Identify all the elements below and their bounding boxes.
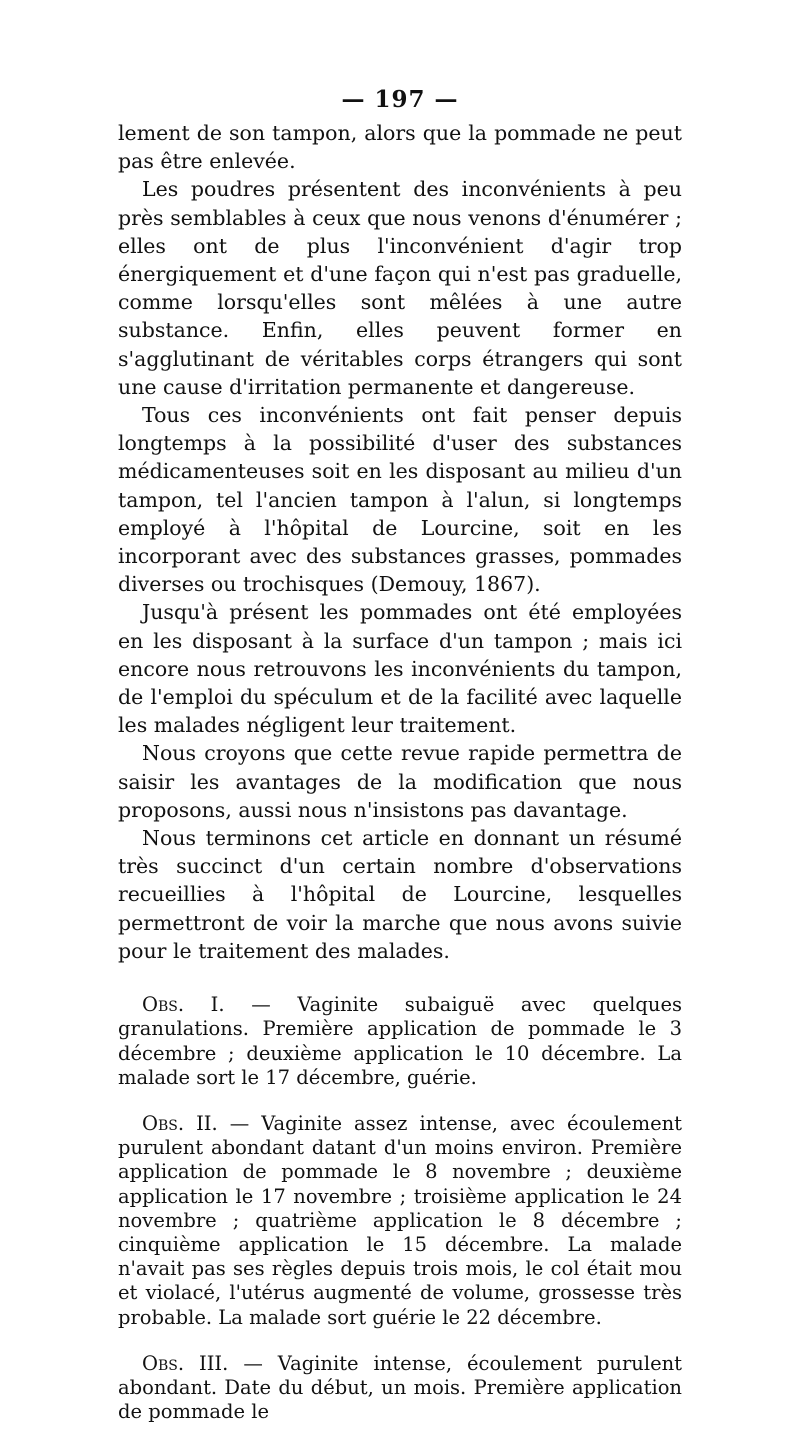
paragraph-conclusion: Nous terminons cet article en donnant un résumé très succinct d'un certain nombre d'observations recueillies à l'hôpital de Lourcine, lesquelles permettront de voir la marche que nous avons suivie pour le traitement des malades. bbox=[118, 826, 682, 963]
body-text bbox=[118, 119, 682, 965]
observation-text: — Vaginite assez intense, avec écoulement purulent abondant datant d'un moins environ. Première application de pommade le 8 novembre ; deuxième application le 17 novembre ; troisième application le 24 novembre ; quatrième application le 8 décembre ; cinquième application le 15 décembre. La malade n'avait pas ses règles depuis trois mois, le col était mou et violacé, l'utérus augmenté de volume, grossesse très probable. La malade sort guérie le 22 décembre. bbox=[118, 1111, 683, 1329]
paragraph-inconveniences: Tous ces inconvénients ont fait penser depuis longtemps à la possibilité d'user des substances médicamenteuses soit en les disposant au milieu d'un tampon, tel l'ancien tampon à l'alun, si longtemps employé à l'hôpital de Lourcine, soit en les incorporant avec des substances grasses, pommades diverses ou trochisques (Demouy, 1867). bbox=[118, 403, 682, 597]
page-number: — 197 — bbox=[341, 86, 459, 113]
paragraph-pommades: Jusqu'à présent les pommades ont été employées en les disposant à la surface d'un tampon ; mais ici encore nous retrouvons les inconvénients du tampon, de l'emploi du spéculum et de la facilité avec laquelle les malades négligent leur traitement. bbox=[118, 600, 682, 738]
observation-text: — Vaginite intense, écoulement purulent abondant. Date du début, un mois. Première application de pommade le bbox=[118, 1351, 682, 1424]
observation-label: Obs. III. bbox=[142, 1351, 229, 1375]
observation-3 bbox=[118, 1352, 682, 1425]
observation-label: Obs. II. bbox=[142, 1111, 218, 1135]
observation-2 bbox=[118, 1112, 682, 1330]
observation-label: Obs. I. bbox=[142, 993, 225, 1017]
paragraph-continuation: lement de son tampon, alors que la pommade ne peut pas être enlevée. bbox=[118, 121, 682, 174]
observations-list bbox=[118, 993, 682, 1424]
book-page bbox=[118, 86, 682, 1446]
observation-1 bbox=[118, 993, 682, 1090]
paragraph-review: Nous croyons que cette revue rapide permettra de saisir les avantages de la modification que nous proposons, aussi nous n'insistons pas davantage. bbox=[118, 741, 682, 822]
paragraph-powders: Les poudres présentent des inconvénients à peu près semblables à ceux que nous venons d'énumérer ; elles ont de plus l'inconvénient d'agir trop énergiquement et d'une façon qui n'est pas graduelle, comme lorsqu'elles sont mêlées à une autre substance. Enfin, elles peuvent former en s'agglutinant de véritables corps étrangers qui sont une cause d'irritation permanente et dangereuse. bbox=[118, 177, 682, 399]
observation-text: — Vaginite subaiguë avec quelques granulations. Première application de pommade le 3 décembre ; deuxième application le 10 décembre. La malade sort le 17 décembre, guérie. bbox=[118, 993, 683, 1089]
